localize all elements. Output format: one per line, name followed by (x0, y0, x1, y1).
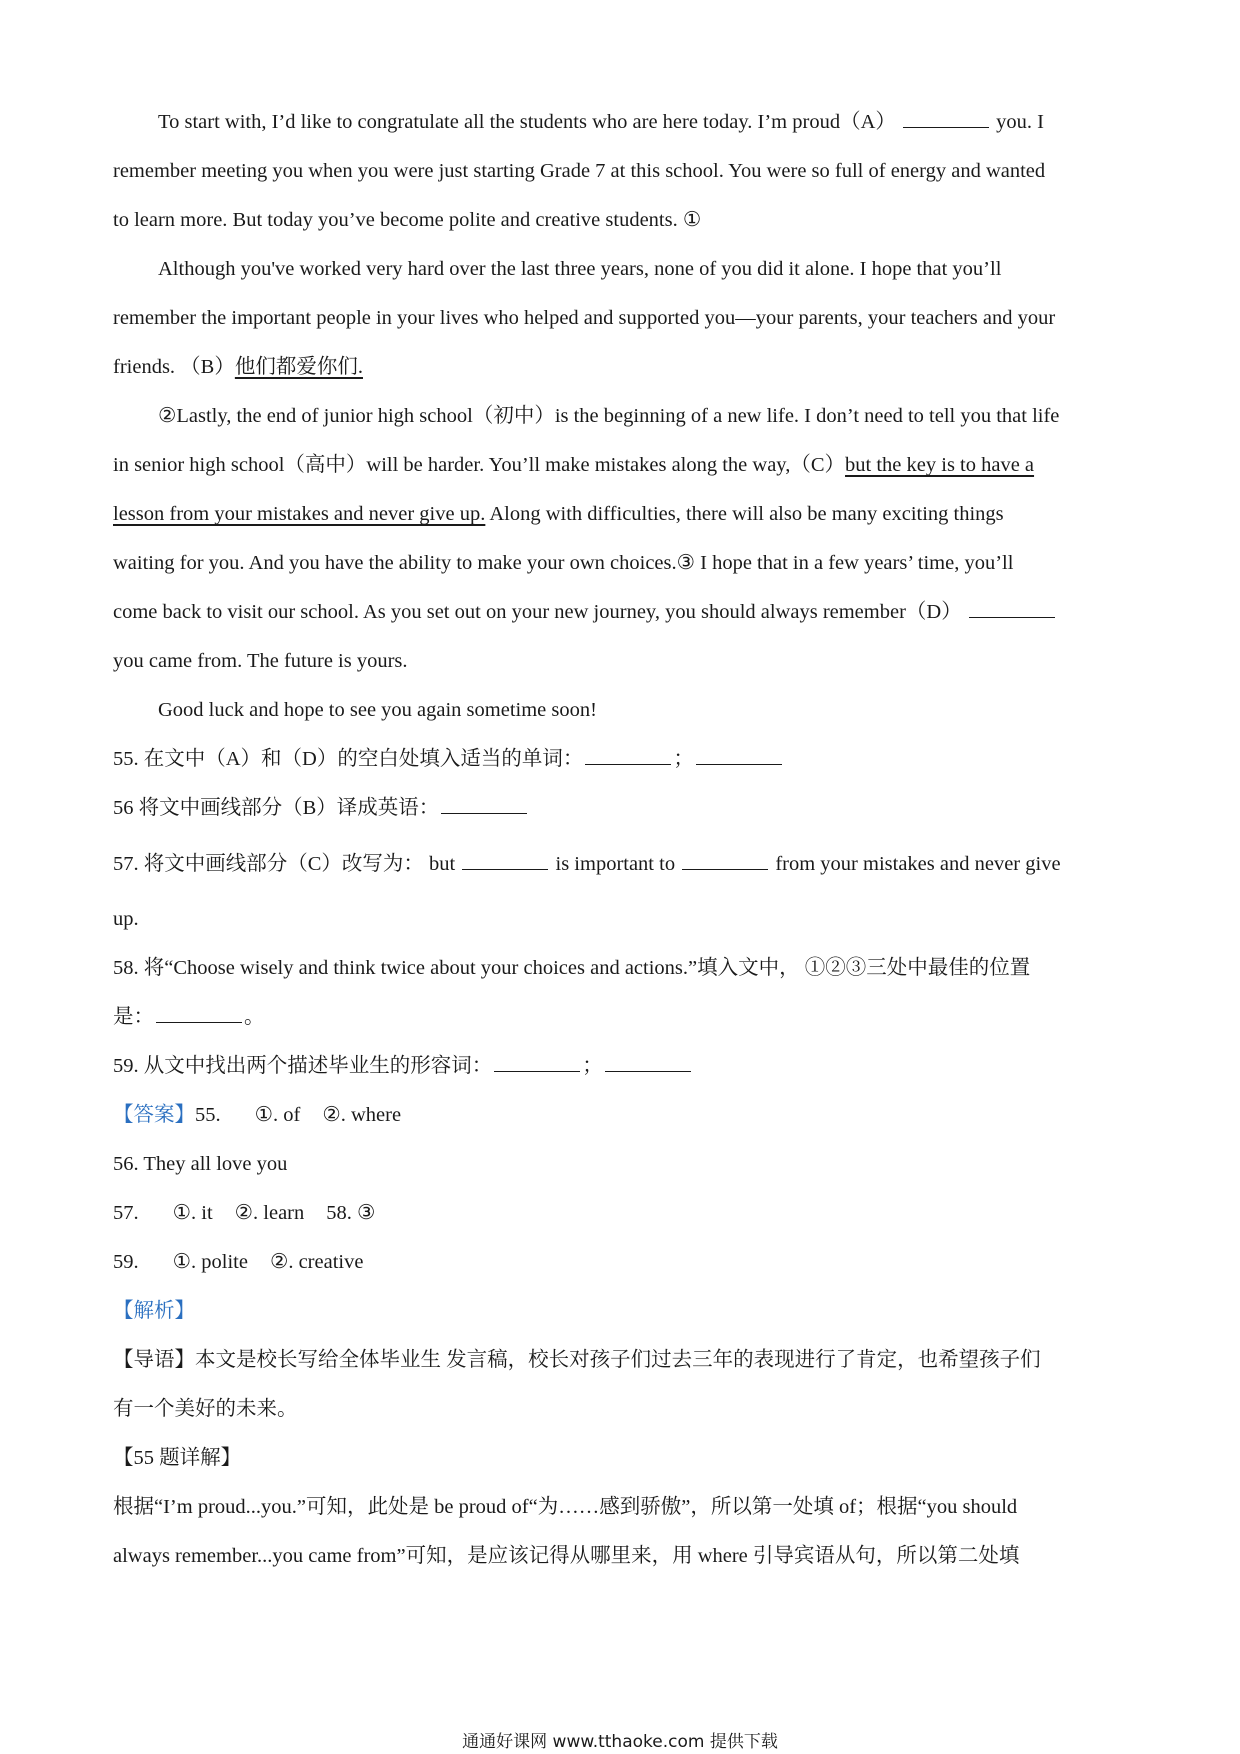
passage-text: To start with, I’d like to congratulate all the students who are here today. I’m proud（A） (158, 111, 896, 133)
analysis-intro: 有一个美好的未来。 (113, 1398, 298, 1420)
question-55 (113, 735, 1123, 784)
answer-blank (156, 1004, 242, 1023)
analysis-text: always remember...you came from”可知，是应该记得从哪里来，用 where 引导宾语从句，所以第二处填 (113, 1545, 1020, 1567)
question-59 (113, 1042, 1123, 1091)
answer-59 (113, 1238, 1123, 1287)
analysis-label: 【解析】 (113, 1300, 195, 1322)
question-text: 59. 从文中找出两个描述毕业生的形容词： (113, 1055, 493, 1077)
passage-line (113, 441, 1123, 490)
passage-text: Along with difficulties, there will also be many exciting things (485, 503, 1004, 525)
answer-blank (441, 795, 527, 814)
question-56 (113, 784, 1123, 833)
question-57-cont: up. (113, 908, 139, 930)
question-text: from your mistakes and never give (770, 853, 1061, 875)
separator: ； (582, 1055, 603, 1077)
answer-label: 【答案】 (113, 1104, 195, 1126)
answer-blank (494, 1053, 580, 1072)
question-text: is important to (550, 853, 681, 875)
question-58: 58. 将“Choose wisely and think twice about your choices and actions.”填入文中， ①②③三处中最佳的位置 (113, 957, 1031, 979)
answer-item: ①. polite (172, 1251, 248, 1273)
passage-line: remember meeting you when you were just starting Grade 7 at this school. You were so full of energy and wanted (113, 160, 1046, 182)
analysis-intro: 【导语】本文是校长写给全体毕业生 发言稿，校长对孩子们过去三年的表现进行了肯定，也希望孩子们 (113, 1349, 1041, 1371)
answer-item: ①. of (254, 1104, 301, 1126)
question-text: 56 将文中画线部分（B）译成英语： (113, 797, 440, 819)
question-text: 是： (113, 1006, 154, 1028)
answer-57-58 (113, 1189, 1123, 1238)
passage-line: waiting for you. And you have the ability to make your own choices.③ I hope that in a few years’ time, you’ll (113, 552, 1014, 574)
underlined-b: 他们都爱你们. (234, 356, 363, 378)
passage-text: friends. （B） (113, 356, 235, 378)
answer-item: ②. where (322, 1104, 402, 1126)
answer-number: 55. (195, 1104, 221, 1126)
passage-line: remember the important people in your lives who helped and supported you—your parents, your teachers and your (113, 307, 1056, 329)
page-footer: 通通好课网 www.tthaoke.com 提供下载 (462, 1732, 778, 1752)
passage-text: in senior high school（高中）will be harder. You’ll make mistakes along the way,（C） (113, 454, 846, 476)
passage-line: to learn more. But today you’ve become polite and creative students. ① (113, 209, 702, 231)
passage-line (113, 98, 1123, 147)
question-57 (113, 833, 1123, 895)
passage-line: you came from. The future is yours. (113, 650, 408, 672)
question-text: 。 (244, 1006, 265, 1028)
answer-blank (696, 746, 782, 765)
answer-item: 58. ③ (326, 1202, 376, 1224)
passage-text: come back to visit our school. As you set out on your new journey, you should always remember（D） (113, 601, 962, 623)
answer-number: 57. (113, 1202, 139, 1224)
analysis-text: 根据“I’m proud...you.”可知，此处是 be proud of“为……感到骄傲”，所以第一处填 of；根据“you should (113, 1496, 1018, 1518)
underlined-c: but the key is to have a (845, 454, 1035, 476)
answer-item: ②. creative (269, 1251, 364, 1273)
passage-line (113, 343, 1123, 392)
answer-56: 56. They all love you (113, 1153, 288, 1175)
passage-line: Good luck and hope to see you again sometime soon! (158, 699, 597, 721)
answer-blank (585, 746, 671, 765)
separator: ； (673, 748, 694, 770)
answer-blank (605, 1053, 691, 1072)
answer-55 (113, 1091, 1123, 1140)
passage-line: Although you've worked very hard over the last three years, none of you did it alone. I hope that you’ll (158, 258, 1002, 280)
passage-text: you. I (996, 111, 1044, 133)
question-text: 57. 将文中画线部分（C）改写为： but (113, 853, 461, 875)
passage-line: ②Lastly, the end of junior high school（初中）is the beginning of a new life. I don’t need to tell you that life (158, 405, 1060, 427)
answer-blank (462, 851, 548, 870)
question-58-cont (113, 993, 1123, 1042)
document-page (113, 98, 1123, 1581)
blank-d (969, 599, 1055, 618)
passage-line (113, 490, 1123, 539)
question-text: 55. 在文中（A）和（D）的空白处填入适当的单词： (113, 748, 584, 770)
blank-a (903, 109, 989, 128)
answer-number: 59. (113, 1251, 139, 1273)
analysis-heading-55: 【55 题详解】 (113, 1447, 242, 1469)
answer-item: ②. learn (234, 1202, 305, 1224)
answer-blank (682, 851, 768, 870)
answer-item: ①. it (172, 1202, 213, 1224)
passage-line (113, 588, 1123, 637)
underlined-c: lesson from your mistakes and never give up. (113, 503, 486, 525)
